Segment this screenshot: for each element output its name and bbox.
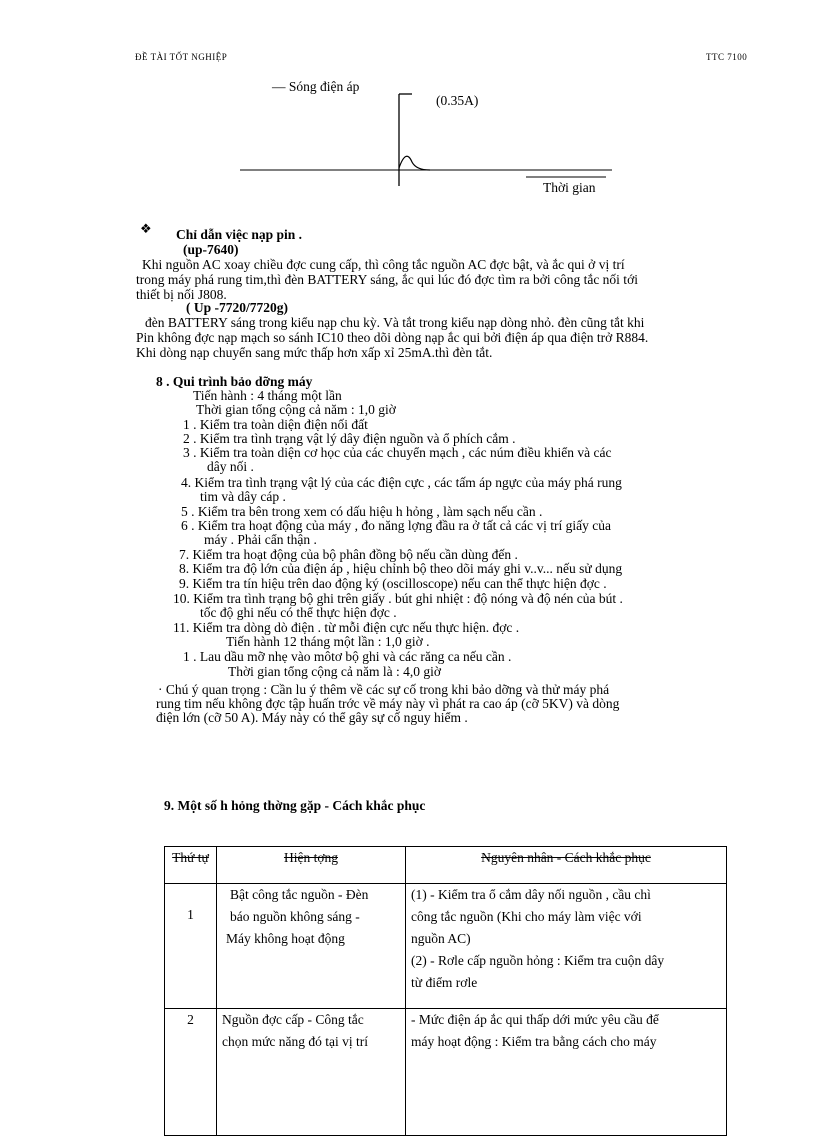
maintenance-item: 8. Kiểm tra độ lớn của điện áp , hiệu chỉnh bộ theo dõi máy ghi v..v... nếu sử dụng — [179, 561, 623, 576]
maintenance-item: 2 . Kiểm tra tình trạng vật lý dây điện nguồn và ổ phích cắm . — [183, 431, 516, 446]
faults-title: 9. Một số h hỏng thờng gặp - Cách khắc phục — [164, 798, 426, 813]
maintenance-item: 1 . Lau dầu mỡ nhẹ vào môtơ bộ ghi và các răng ca nếu cần . — [183, 649, 512, 664]
charging-paragraph-2-line: Khi dòng nạp chuyển sang mức thấp hơn xấp xỉ 25mA.thì đèn tắt. — [136, 345, 493, 360]
maintenance-item: 6 . Kiểm tra hoạt động của máy , đo năng lợng đầu ra ở tất cả các vị trí giấy của — [181, 518, 612, 533]
header-right: TTC 7100 — [706, 52, 748, 62]
charging-paragraph-1-line: thiết bị nối J808. — [136, 287, 227, 302]
charging-paragraph-2-line: Pin không đợc nạp mạch so sánh IC10 theo dõi dòng nạp ắc qui bởi điện áp qua điện trở R884. — [136, 330, 649, 345]
maintenance-item-continued: dây nối . — [207, 459, 254, 474]
maintenance-item-continued: máy . Phải cẩn thận . — [204, 532, 317, 547]
header-left: ĐỀ TÀI TỐT NGHIỆP — [135, 52, 228, 62]
faults-table — [164, 846, 727, 1136]
waveform-legend: — Sóng điện áp — [272, 79, 360, 94]
waveform-current-label: (0.35A) — [436, 93, 479, 108]
maintenance-item: 11. Kiểm tra dòng dò điện . từ mỗi điện cực nếu thực hiện. đợc . — [173, 620, 520, 635]
maintenance-item: 7. Kiểm tra hoạt động của bộ phân đồng bộ nếu cần dùng đến . — [179, 547, 518, 562]
maintenance-item: 1 . Kiểm tra toàn diện điện nối đất — [183, 417, 368, 432]
charging-paragraph-2-line: đèn BATTERY sáng trong kiểu nạp chu kỳ. Và tắt trong kiểu nạp dòng nhỏ. đèn cũng tắt khi — [145, 315, 645, 330]
important-note-line: điện lớn (cỡ 50 A). Máy này có thể gây sự cố nguy hiểm . — [156, 710, 468, 725]
maintenance-item: 4. Kiểm tra tình trạng vật lý của các điện cực , các tấm áp ngực của máy phá rung — [181, 475, 622, 490]
important-note-line: · Chú ý quan trọng : Cần lu ý thêm về các sự cố trong khi bảo dỡng và thử máy phá — [158, 682, 610, 697]
maintenance-item: 3 . Kiểm tra toàn diện cơ học của các chuyển mạch , các núm điều khiển và các — [183, 445, 612, 460]
section-bullet: ❖ — [140, 222, 152, 237]
maintenance-frequency-4-months: Tiến hành : 4 tháng một lần — [193, 388, 342, 403]
table-row — [165, 884, 727, 1009]
maintenance-item-continued: tim và dây cáp . — [200, 489, 286, 504]
maintenance-total-time-1: Thời gian tổng cộng cả năm : 1,0 giờ — [196, 402, 396, 417]
table-header-cell: Thứ tự — [165, 847, 217, 884]
row-number: 1 — [165, 884, 217, 1009]
charging-model-2: ( Up -7720/7720g) — [186, 300, 288, 315]
table-row — [165, 1009, 727, 1136]
important-note-line: rung tim nếu không đợc tập huấn trớc về máy này vì phát ra cao áp (cỡ 5KV) và dòng — [156, 696, 620, 711]
table-header-cell: Hiện tợng — [217, 847, 406, 884]
table-header-row — [165, 847, 727, 884]
row-number: 2 — [165, 1009, 217, 1136]
maintenance-title: 8 . Qui trình bảo dỡng máy — [156, 374, 313, 389]
cause-cell: (1) - Kiểm tra ổ cắm dây nối nguồn , cầu chì công tắc nguồn (Khi cho máy làm việc với nguồn AC) (2) - Rơle cấp nguồn hỏng : Kiểm tra cuộn dây từ điểm rơle — [406, 884, 727, 1009]
waveform-decay-curve — [399, 156, 430, 170]
symptom-cell: Nguồn đợc cấp - Công tắc chọn mức năng đó tại vị trí — [217, 1009, 406, 1136]
maintenance-frequency-12-months: Tiến hành 12 tháng một lần : 1,0 giờ . — [226, 634, 430, 649]
charging-paragraph-1-line: Khi nguồn AC xoay chiều đợc cung cấp, thì công tắc nguồn AC đợc bật, và ắc qui ở vị trí — [142, 257, 625, 272]
maintenance-item: 5 . Kiểm tra bên trong xem có dấu hiệu h hỏng , làm sạch nếu cần . — [181, 504, 543, 519]
voltage-waveform-diagram — [230, 76, 620, 191]
charging-paragraph-1-line: trong máy phá rung tim,thì đèn BATTERY sáng, ắc qui lúc đó đợc tìm ra bởi công tắc nối tới — [136, 272, 638, 287]
maintenance-item-continued: tốc độ ghi nếu có thể thực hiện đợc . — [200, 605, 397, 620]
maintenance-item: 10. Kiểm tra tình trạng bộ ghi trên giấy . bút ghi nhiệt : độ nóng và độ nén của bút . — [173, 591, 623, 606]
charging-title: Chỉ dẫn việc nạp pin . — [176, 227, 303, 242]
symptom-cell: Bật công tắc nguồn - Đèn báo nguồn không sáng - Máy không hoạt động — [217, 884, 406, 1009]
maintenance-item: 9. Kiểm tra tín hiệu trên dao động ký (oscilloscope) nếu can thể thực hiện đợc . — [179, 576, 607, 591]
table-header-cell: Nguyên nhân - Cách khắc phục — [406, 847, 727, 884]
cause-cell: - Mức điện áp ắc qui thấp dới mức yêu cầu để máy hoạt động : Kiểm tra bằng cách cho máy — [406, 1009, 727, 1136]
waveform-time-label: Thời gian — [543, 180, 596, 195]
maintenance-total-time-2: Thời gian tổng cộng cả năm là : 4,0 giờ — [228, 664, 441, 679]
charging-model-1: (up-7640) — [183, 242, 239, 257]
